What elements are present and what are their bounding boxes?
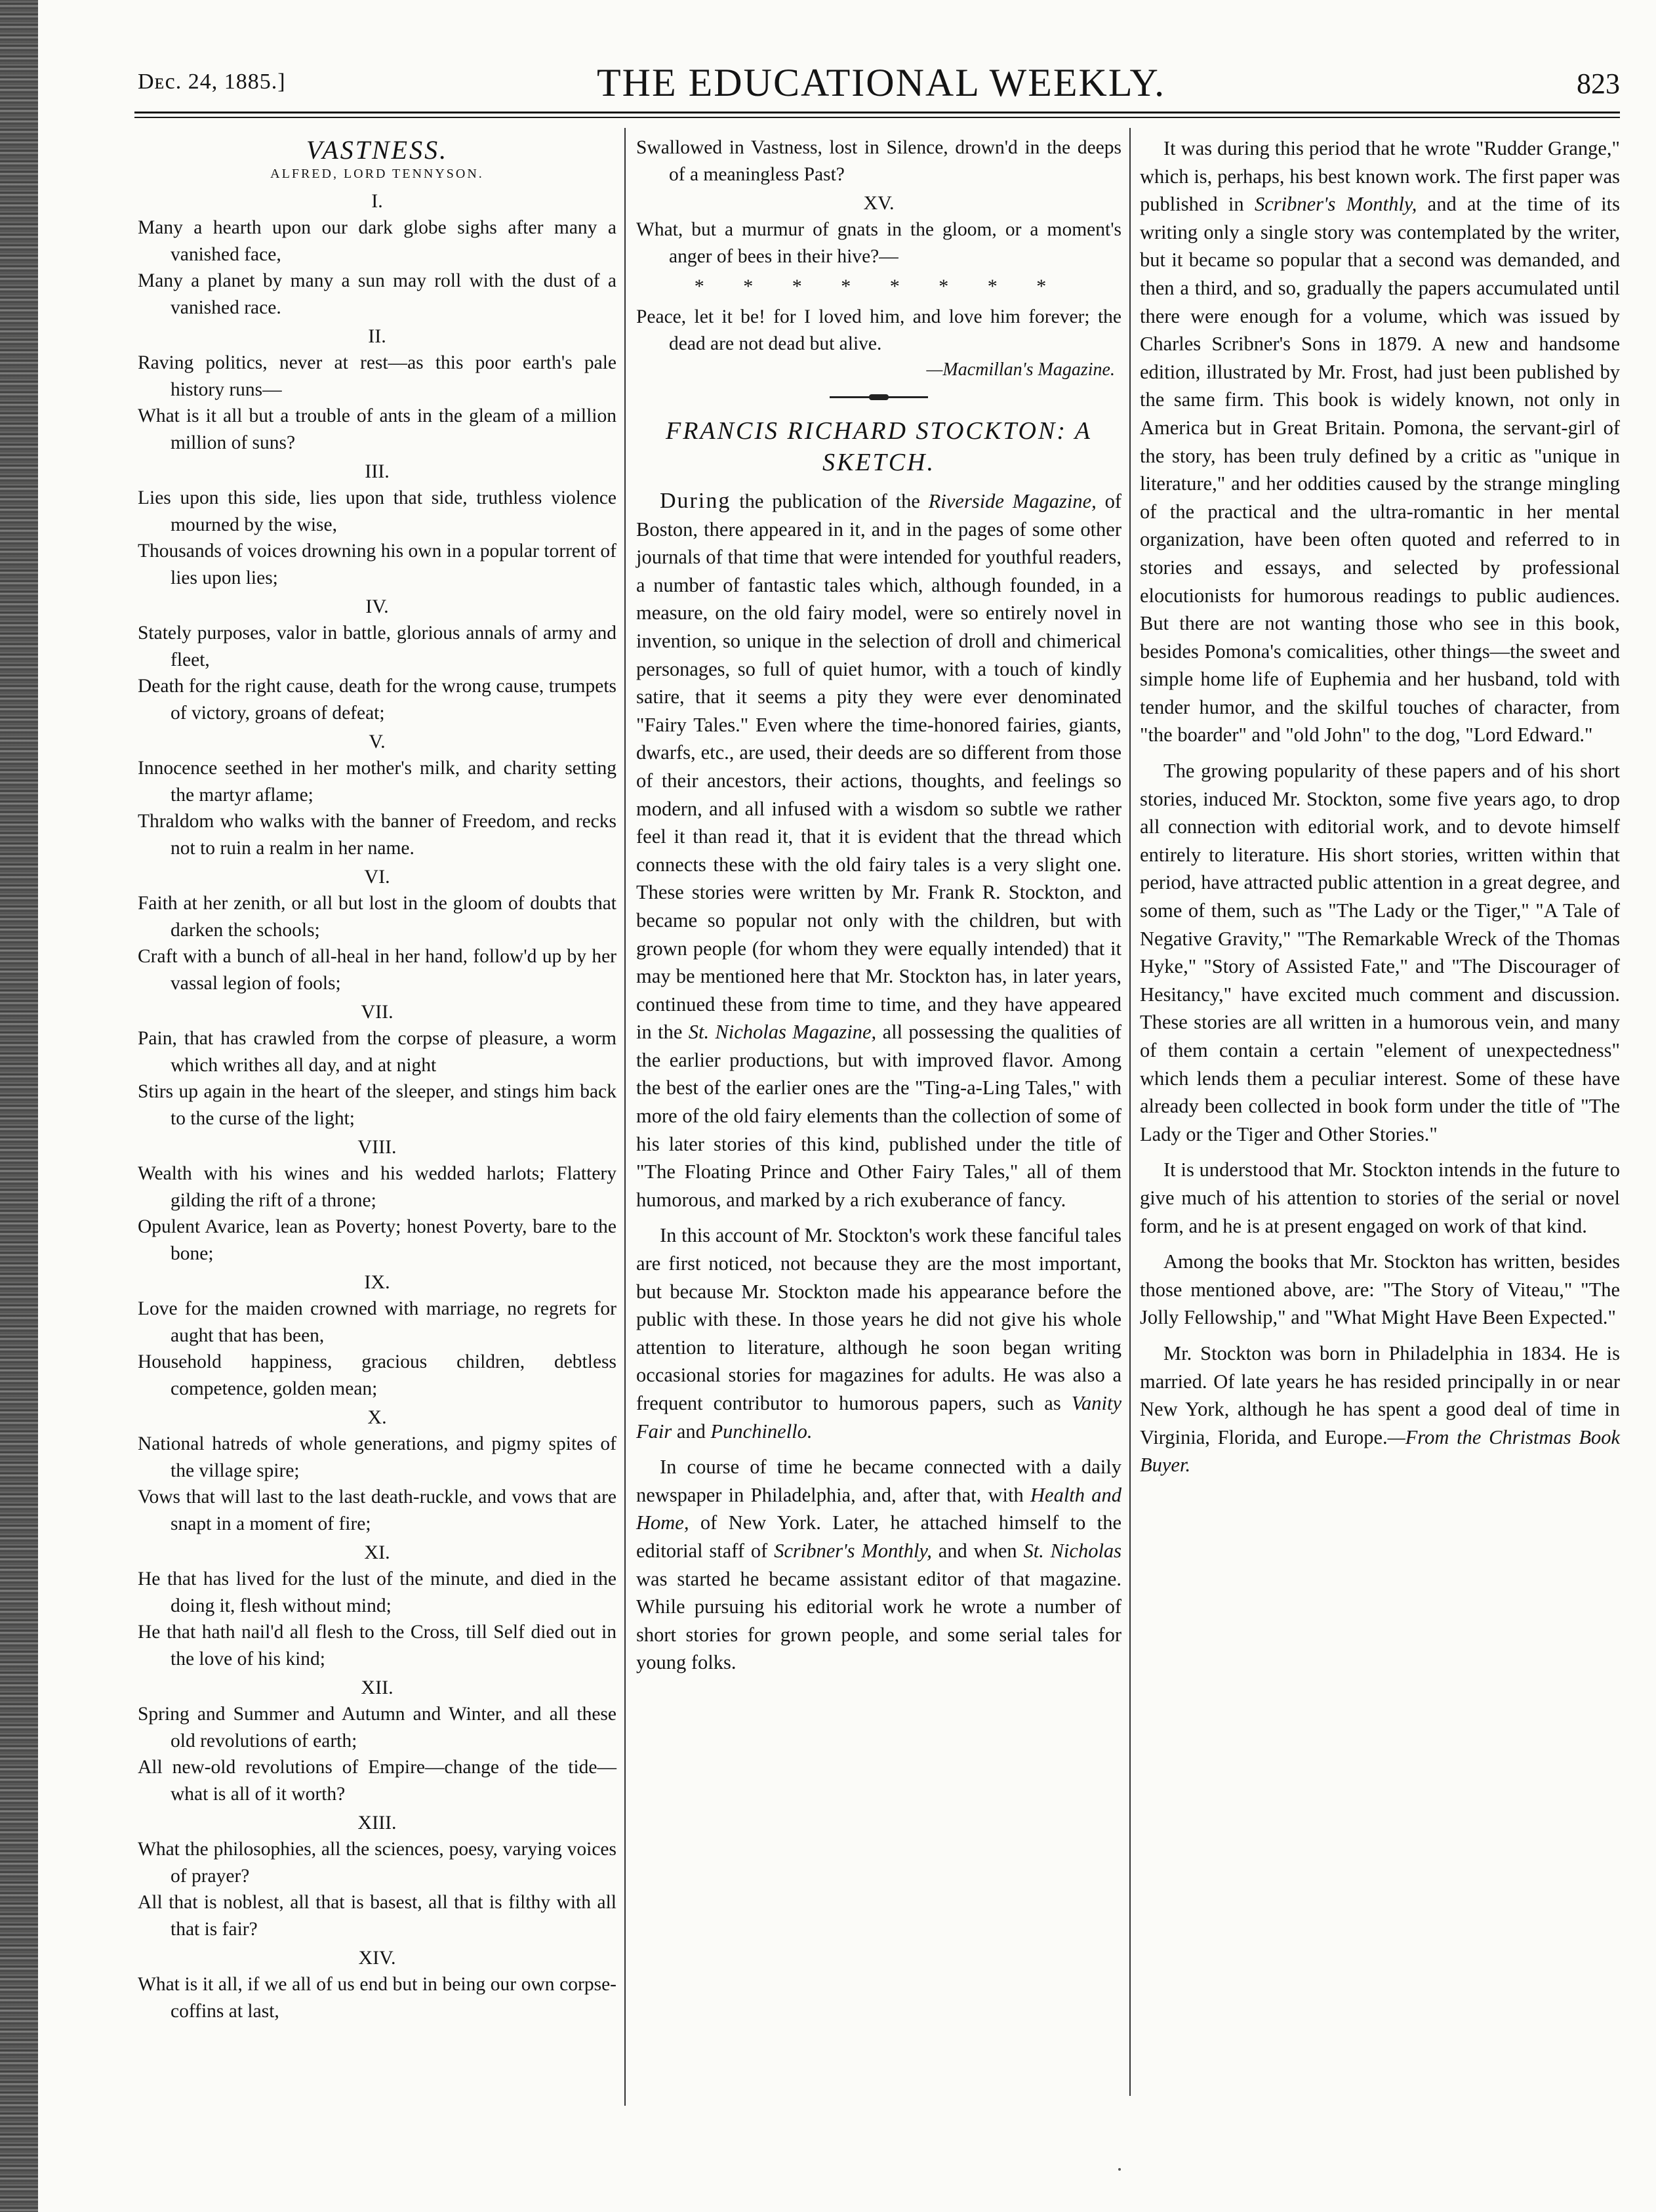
poem-line: Stately purposes, valor in battle, glorious annals of army and fleet, xyxy=(138,623,616,670)
article-paragraph: In this account of Mr. Stockton's work these fanciful tales are first noticed, not because they are the most important, but because Mr. Stockton made his appearance before the public with these. In those years he did not give his whole attention to literature, although he soon began writing occasional stories for magazines for adults. He was also a frequent contributor to humorous papers, such as Vanity Fair and Punchinello. xyxy=(636,1224,1122,1443)
stanza-number: II. xyxy=(368,325,386,347)
stanza-number: XIII. xyxy=(357,1812,397,1833)
poem-line: Household happiness, gracious children, debtless competence, golden mean; xyxy=(138,1351,616,1399)
page-number: 823 xyxy=(1577,68,1620,100)
article-paragraph: The growing popularity of these papers and of his short stories, induced Mr. Stockton, some five years ago, to drop all connection with editorial work, and to devote himself entirely to literature. His short stories, written within that period, have attracted public attention in a great degree, and some of them, such as "The Lady or the Tiger," "A Tale of Negative Gravity," "The Remarkable Wreck of the Thomas Hyke," "Story of Assisted Fate," and "The Discourager of Hesitancy," have excited much comment and discussion. These stories are all written in a humorous vein, and many of them contain a certain "element of unexpectedness" which lends them a peculiar interest. Some of these have already been collected in book form under the title of "The Lady or the Tiger and Other Stories." xyxy=(1140,760,1620,1145)
article-paragraph: It is understood that Mr. Stockton intends in the future to give much of his attention to stories of the serial or novel form, and he is at present engaged on work of that kind. xyxy=(1140,1158,1620,1237)
issue-date: Dᴇc. 24, 1885.] xyxy=(138,70,286,94)
header-rule xyxy=(134,112,1620,113)
poem-line: Many a hearth upon our dark globe sighs after many a vanished face, xyxy=(138,217,616,265)
article-paragraph: During the publication of the Riverside Magazine, of Boston, there appeared in it, and in the pages of some other journals of that time that were intended for youthful readers, a number of fantastic tales which, although founded, in a measure, on the old fairy model, were so entirely novel in invention, so unique in the selection of droll and chimerical personages, so full of quiet humor, with a touch of kindly satire, that it seems a pity they were ever denominated "Fairy Tales." Even where the time-honored fairies, giants, dwarfs, etc., are used, their deeds are so different from those of their ancestors, their actions, thoughts, and feelings so modern, and all infused with a wisdom so subtle we rather feel it than read it, that it is evident that the thread which connects these with the old fairy tales is a very slight one. These stories were written by Mr. Frank R. Stockton, and became so popular not only with the children, but with grown people (for whom they were equally intended) that it may be mentioned here that Mr. Stockton has, in later years, continued these from time to time, and they have appeared in the St. Nicholas Magazine, all possessing the qualities of the earlier productions, but with improved flavor. Among the best of the earlier ones are the "Ting-a-Ling Tales," with more of the old fairy elements than the collection of some of his later stories of this kind, published under the title of "The Floating Prince and Other Fairy Tales," all of them humorous, and marked by a rich exuberance of fancy. xyxy=(636,489,1122,1211)
stanza-number: XI. xyxy=(364,1542,390,1563)
stanza-number: IV. xyxy=(365,596,389,617)
poem-line: Opulent Avarice, lean as Poverty; honest Poverty, bare to the bone; xyxy=(138,1216,616,1264)
poem-line: He that has lived for the lust of the minute, and died in the doing it, flesh without mind; xyxy=(138,1568,616,1616)
poem-line: Faith at her zenith, or all but lost in the gloom of doubts that darken the schools; xyxy=(138,893,616,941)
poem-line: Peace, let it be! for I loved him, and love him forever; the dead are not dead but alive. xyxy=(636,306,1121,354)
poem-line: Wealth with his wines and his wedded harlots; Flattery gilding the rift of a throne; xyxy=(138,1163,616,1211)
column-divider xyxy=(624,128,626,2106)
poem-line: Many a planet by many a sun may roll with the dust of a vanished race. xyxy=(138,270,616,318)
stanza-number: XII. xyxy=(361,1677,394,1698)
page-header xyxy=(138,60,1620,106)
journal-title: THE EDUCATIONAL WEEKLY. xyxy=(597,61,1166,104)
stanza-number: V. xyxy=(369,731,386,752)
stanza-number: XV. xyxy=(863,192,895,214)
poem-line: Swallowed in Vastness, lost in Silence, drown'd in the deeps of a meaningless Past? xyxy=(636,137,1121,185)
column-divider xyxy=(1129,128,1131,2096)
stanza-number: XIV. xyxy=(358,1947,396,1969)
poem-line: Vows that will last to the last death-ruckle, and vows that are snapt in a moment of fire; xyxy=(138,1486,616,1534)
stanza-number: X. xyxy=(367,1406,387,1428)
stanza-number: IX. xyxy=(364,1271,390,1293)
article-paragraph: Among the books that Mr. Stockton has written, besides those mentioned above, are: "The Story of Viteau," "The Jolly Fellowship," and "What Might Have Been Expected." xyxy=(1140,1250,1620,1329)
article-paragraph: It was during this period that he wrote "Rudder Grange," which is, perhaps, his best known work. The first paper was published in Scribner's Monthly, and at the time of its writing only a single story was contemplated by the writer, but it became so popular that a second was demanded, and then a third, and so, gradually the papers accumulated until there were enough for a volume, which was issued by Charles Scribner's Sons in 1879. A new and handsome edition, illustrated by Mr. Frost, had just been published by the same firm. This book is widely known, not only in America but in Great Britain. Pomona, the servant-girl of the story, has been truly defined by a critic as "unique in literature," and her oddities caused by the strange mingling of the practical and the ultra-romantic in her mental organization, have been often quoted and referred to in stories and essays, and selected by professional elocutionists for humorous readings to public audiences. But there are not wanting those who see in this book, besides Pomona's comicalities, other things—the sweet and simple home life of Euphemia and her husband, told with tender humor, and the skilful touches of character, from "the boarder" and "old John" to the dog, "Lord Edward." xyxy=(1140,137,1621,747)
binding-edge xyxy=(0,0,38,2212)
poem-line: Thousands of voices drowning his own in a popular torrent of lies upon lies; xyxy=(138,541,616,588)
article-title: FRANCIS RICHARD STOCKTON: A SKETCH. xyxy=(666,417,1092,476)
print-speck xyxy=(1118,2168,1121,2171)
column-3 xyxy=(1140,134,1620,1487)
poem-line: Death for the right cause, death for the wrong cause, trumpets of victory, groans of defeat; xyxy=(138,676,616,724)
column-1 xyxy=(138,134,616,2024)
poem-line: What is it all, if we all of us end but in being our own corpse-coffins at last, xyxy=(138,1974,616,2022)
poem-line: Innocence seethed in her mother's milk, and charity setting the martyr aflame; xyxy=(138,758,616,806)
poem-line: All new-old revolutions of Empire—change of the tide—what is all of it worth? xyxy=(138,1757,616,1805)
poem-line: Craft with a bunch of all-heal in her hand, follow'd up by her vassal legion of fools; xyxy=(138,946,616,994)
poem-source: —Macmillan's Magazine. xyxy=(926,359,1115,380)
poem-line: He that hath nail'd all flesh to the Cross, till Self died out in the love of his kind; xyxy=(138,1622,616,1669)
poem-title: VASTNESS. xyxy=(306,135,449,165)
poem-line: Spring and Summer and Autumn and Winter, and all these old revolutions of earth; xyxy=(138,1704,616,1751)
article-source: —From the Christmas Book Buyer. xyxy=(1140,1425,1620,1477)
poem-line: Stirs up again in the heart of the sleeper, and stings him back to the curse of the light; xyxy=(138,1081,616,1129)
stanza-number: VI. xyxy=(364,866,390,888)
article-paragraph: Mr. Stockton was born in Philadelphia in 1834. He is married. Of late years he has resided principally in or near New York, although he has spent a good deal of time in Virginia, Florida, and Europe.—From the Christmas Book Buyer. xyxy=(1140,1342,1620,1477)
poem-line: Thraldom who walks with the banner of Freedom, and recks not to ruin a realm in her name. xyxy=(138,811,616,859)
poem-line: What is it all but a trouble of ants in the gleam of a million million of suns? xyxy=(138,405,616,453)
poem-line: All that is noblest, all that is basest, all that is filthy with all that is fair? xyxy=(138,1892,616,1940)
poem-line: Raving politics, never at rest—as this poor earth's pale history runs— xyxy=(138,352,616,400)
stanza-number: VII. xyxy=(361,1001,394,1023)
poem-line: National hatreds of whole generations, and pigmy spites of the village spire; xyxy=(138,1433,616,1481)
stanza-number: I. xyxy=(371,190,383,212)
column-2 xyxy=(636,134,1121,1685)
poem-line: Love for the maiden crowned with marriage, no regrets for aught that has been, xyxy=(138,1298,616,1346)
section-ornament xyxy=(830,396,928,398)
poem-line: Lies upon this side, lies upon that side, truthless violence mourned by the wise, xyxy=(138,487,616,535)
stanza-number: III. xyxy=(365,461,390,482)
article-paragraph: In course of time he became connected with a daily newspaper in Philadelphia, and, after that, with Health and Home, of New York. Later, he attached himself to the editorial staff of Scribner's Monthly, and when St. Nicholas was started he became assistant editor of that magazine. While pursuing his editorial work he wrote a number of short stories for grown people, and some serial tales for young folks. xyxy=(636,1456,1122,1674)
stanza-number: VIII. xyxy=(357,1136,397,1158)
poem-author: ALFRED, LORD TENNYSON. xyxy=(270,167,484,181)
header-rule-thin xyxy=(134,117,1620,118)
ellipsis-stars: * * * * * * * * xyxy=(694,276,1064,297)
drop-word: During xyxy=(660,489,731,513)
poem-line: What the philosophies, all the sciences, poesy, varying voices of prayer? xyxy=(138,1839,616,1887)
poem-line: What, but a murmur of gnats in the gloom, or a moment's anger of bees in their hive?— xyxy=(636,219,1121,267)
poem-line: Pain, that has crawled from the corpse of pleasure, a worm which writhes all day, and at night xyxy=(138,1028,616,1076)
